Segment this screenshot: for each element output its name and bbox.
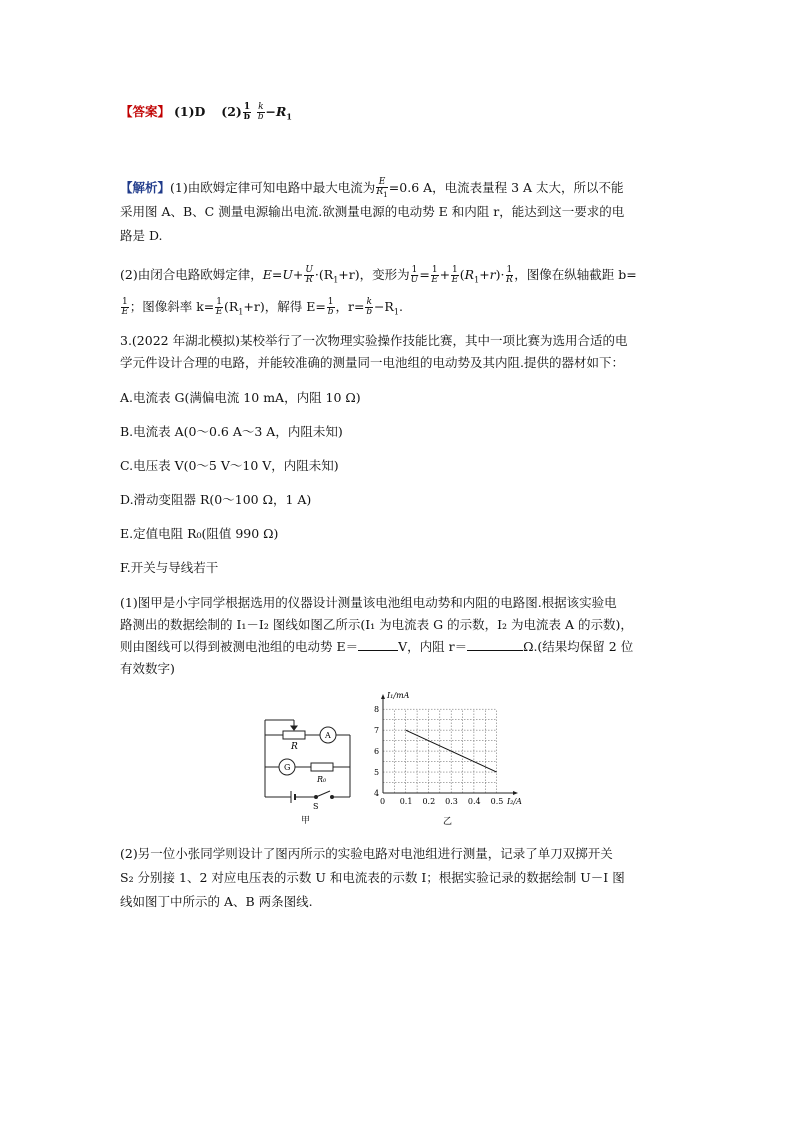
answer-minus-r1: $-R_1$ [265, 104, 292, 122]
sub1-line1: (1)图甲是小宇同学根据选用的仪器设计测量该电池组电动势和内阻的电路图.根据该实验电 [120, 595, 617, 610]
chart-grid [383, 709, 497, 793]
analysis-p2-line2-a: ；图像斜率 k= [129, 298, 215, 314]
analysis-p2-line2-e: −R [373, 298, 394, 314]
analysis-p1-line3: 路是 D. [120, 228, 163, 243]
label-r: R [291, 742, 298, 752]
chart-ticks [374, 705, 503, 806]
item-b: B.电流表 A(0～0.6 A～3 A，内阻未知) [120, 424, 343, 439]
y-tick-label: 7 [374, 726, 380, 736]
x-tick-label: 0.5 [490, 797, 504, 806]
x-tick-label: 0.1 [399, 797, 413, 806]
x-tick-label: 0 [380, 797, 386, 806]
analysis-p2-line2-c: +r)，解得 E= [243, 298, 326, 314]
analysis-frac-e-over-r1: $\frac{E}{R_1}$ [376, 177, 388, 199]
analysis-p2-c: ·(R [314, 267, 334, 282]
label-s: S [313, 802, 319, 811]
analysis-p2-d: +r)，变形为 [338, 267, 410, 282]
sub1-line3c: Ω.(结果均保留 2 位 [523, 639, 634, 654]
item-f: F.开关与导线若干 [120, 560, 219, 575]
caption-yi: 乙 [443, 817, 453, 827]
caption-jia: 甲 [301, 816, 311, 825]
frac-1-over-e-c: $\frac{1}{E}$ [121, 296, 129, 317]
resistance-answer-blank[interactable] [467, 638, 523, 651]
analysis-p2-e: ，图像在纵轴截距 b= [514, 267, 637, 282]
label-g: G [284, 763, 291, 772]
item-c: C.电压表 V(0～5 V～10 V，内阻未知) [120, 458, 339, 473]
y-tick-label: 8 [374, 705, 380, 715]
x-axis-label: I₂/A [507, 797, 522, 806]
analysis-p2-a: (2)由闭合电路欧姆定律， [120, 267, 263, 282]
answer-part2-prefix: (2) [221, 104, 242, 119]
answer-line [120, 102, 680, 127]
sub-question-2 [120, 842, 680, 914]
frac-u-over-r: $\frac{U}{R}$ [305, 265, 313, 285]
x-axis-arrow [513, 791, 518, 795]
frac-1-over-r: $\frac{1}{R}$ [505, 265, 513, 285]
analysis-p1-line2: 采用图 A、B、C 测量电源输出电流.欲测量电源的电动势 E 和内阻 r，能达到这一要求的电 [120, 204, 625, 219]
sub2-line1: (2)另一位小张同学则设计了图丙所示的实验电路对电池组进行测量，记录了单刀双掷开关 [120, 846, 613, 861]
frac-1-over-e: $\frac{1}{E}$ [431, 265, 438, 285]
y-tick-label: 6 [374, 747, 380, 757]
sub1-line3b: V，内阻 r＝ [398, 639, 468, 654]
x-tick-label: 0.3 [445, 797, 458, 806]
y-tick-label: 5 [374, 768, 380, 778]
answer-frac-1-over-b: $\frac{1}{b}$ [243, 102, 251, 122]
chart-yi [365, 688, 535, 828]
sub2-line3: 线如图丁中所示的 A、B 两条图线. [120, 894, 313, 909]
item-a: A.电流表 G(满偏电流 10 mA，内阻 10 Ω) [120, 390, 361, 405]
label-a: A [325, 731, 331, 740]
analysis-p1-b: =0.6 A，电流表量程 3 A 太大，所以不能 [388, 180, 624, 195]
frac-1-over-u: $\frac{1}{U}$ [410, 265, 419, 285]
y-axis-arrow [381, 694, 385, 699]
analysis-p2-b: E=U+ [262, 267, 304, 282]
sub1-line2: 路测出的数据绘制的 I₁－I₂ 图线如图乙所示(I₁ 为电流表 G 的示数，I₂ 为电流表 A 的示数)， [120, 617, 633, 632]
analysis-p2-line2-b: (R [224, 298, 239, 314]
fixed-resistor-r0 [311, 763, 333, 771]
answer-part1: (1)D [174, 104, 206, 119]
x-tick-label: 0.4 [467, 797, 481, 806]
q3-line2: 学元件设计合理的电路，并能较准确的测量同一电池组的电动势及其内阻.提供的器材如下： [120, 355, 624, 370]
item-e: E.定值电阻 R₀(阻值 990 Ω) [120, 526, 279, 541]
answer-frac-k-over-b: $\frac{k}{b}$ [257, 102, 264, 122]
emf-answer-blank[interactable] [358, 638, 398, 651]
frac-1-over-e-d: $\frac{1}{E}$ [215, 296, 223, 317]
analysis-tag: 【解析】 [120, 180, 171, 195]
frac-1-over-e-b: $\frac{1}{E}$ [451, 265, 459, 285]
item-d: D.滑动变阻器 R(0～100 Ω，1 A) [120, 492, 312, 507]
label-r0: R₀ [317, 775, 327, 784]
y-axis-label: I₁/mA [387, 691, 410, 700]
analysis-part1 [120, 176, 680, 248]
sub-question-1 [120, 592, 680, 680]
analysis-p2-line2-d: ，r= [335, 298, 365, 314]
frac-1-over-b: $\frac{1}{b}$ [327, 296, 334, 317]
question-3-intro [120, 330, 680, 374]
rheostat-r [283, 731, 305, 739]
answer-tag: 【答案】 [120, 104, 171, 119]
sub1-line4: 有效数字) [120, 661, 175, 676]
analysis-p1-a: (1)由欧姆定律可知电路中最大电流为 [170, 180, 376, 195]
analysis-part2: (2)由闭合电路欧姆定律，E=U+ $\frac{U}{R}$ $\cdot(R_1+r)$，变形为 $\frac{1}{U}$ = $\frac{1}{E}$ + $\frac{1}{E}$ $(R_1+r)\cdot$ $\frac{1}{R}$ ，图像在纵轴截距 b= $\frac{1}{E}$ ；图像斜率 k= $\frac{1}{E}$ $(R_1+r)$，解得 E= $\frac{1}{b}$ ，r= $\frac{k}{b}$ $-R_1$. [120, 265, 637, 317]
circuit-diagram-jia [255, 705, 365, 825]
frac-k-over-b: $\frac{k}{b}$ [366, 296, 373, 317]
q3-line1: 3.(2022 年湖北模拟)某校举行了一次物理实验操作技能比赛，其中一项比赛为选用合适的电 [120, 333, 628, 348]
y-tick-label: 4 [374, 789, 380, 798]
sub1-line3a: 则由图线可以得到被测电池组的电动势 E＝ [120, 639, 359, 654]
x-tick-label: 0.2 [422, 797, 436, 806]
sub2-line2: S₂ 分别接 1、2 对应电压表的示数 U 和电流表的示数 I；根据实验记录的数据绘制 U－I 图 [120, 870, 625, 885]
